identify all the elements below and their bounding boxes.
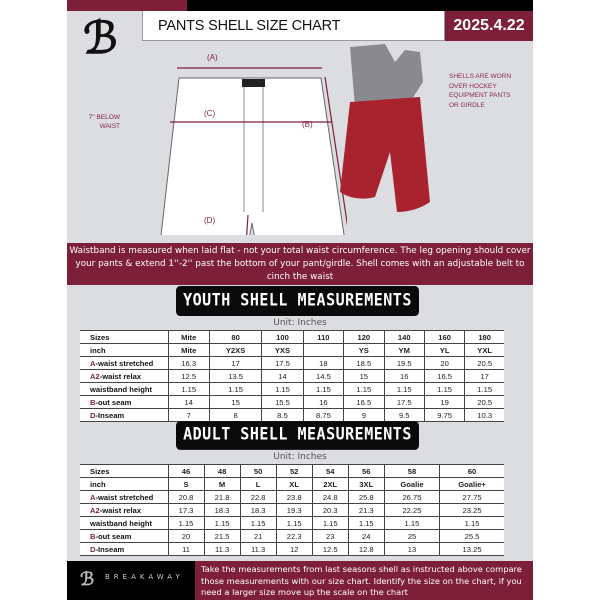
table-cell: 25.8: [348, 491, 384, 504]
table-cell: 56: [348, 465, 384, 478]
table-cell: 16.5: [344, 396, 384, 409]
measure-code: B: [90, 531, 96, 541]
row-label: waistband height: [80, 383, 168, 396]
table-cell: 50: [240, 465, 276, 478]
adult-size-table: [80, 464, 504, 556]
table-cell: 12: [276, 543, 312, 556]
label-a: (A): [207, 53, 218, 62]
table-cell: 7: [168, 409, 209, 422]
youth-size-table: [80, 330, 504, 422]
table-cell: 80: [209, 331, 261, 344]
measure-code: D: [90, 544, 96, 554]
table-cell: 1.15: [168, 517, 204, 530]
shorts-diagram: [107, 55, 347, 235]
table-cell: 16.5: [424, 370, 464, 383]
row-label: Sizes: [80, 331, 168, 344]
table-cell: 120: [344, 331, 384, 344]
table-cell: 13.25: [440, 543, 504, 556]
table-cell: 180: [465, 331, 504, 344]
table-cell: 1.15: [424, 383, 464, 396]
row-label: B-out seam: [80, 396, 168, 409]
table-cell: 21.8: [204, 491, 240, 504]
table-row: [80, 517, 504, 530]
label-b: (B): [302, 120, 313, 129]
row-label: A-waist stretched: [80, 357, 168, 370]
measure-code: D: [90, 410, 96, 420]
row-label: D-Inseam: [80, 409, 168, 422]
table-cell: 12.8: [348, 543, 384, 556]
table-cell: 48: [204, 465, 240, 478]
youth-section-title: YOUTH SHELL MEASUREMENTS: [176, 286, 419, 316]
shell-pants-photo: [335, 42, 450, 222]
table-cell: 23.25: [440, 504, 504, 517]
row-label: B-out seam: [80, 530, 168, 543]
below-waist-note: [87, 113, 120, 131]
adult-unit-label: Unit: Inches: [273, 452, 327, 462]
table-row: [80, 543, 504, 556]
table-row: [80, 344, 504, 357]
table-cell: 1.15: [384, 517, 439, 530]
table-cell: 12.5: [168, 370, 209, 383]
table-cell: 15: [344, 370, 384, 383]
top-black-bar: [187, 0, 533, 11]
table-cell: 9.75: [424, 409, 464, 422]
table-cell: YXL: [465, 344, 504, 357]
table-row: [80, 370, 504, 383]
table-cell: XL: [276, 478, 312, 491]
table-row: [80, 331, 504, 344]
table-cell: 140: [384, 331, 424, 344]
table-cell: 17.5: [384, 396, 424, 409]
table-cell: 16: [303, 396, 343, 409]
table-cell: 16: [384, 370, 424, 383]
footer-instructions: Take the measurements from last seasons shell as instructed above compare those measurements with our size chart. Identify the size on the chart, if you need a larger size move up the scale on the chart: [195, 561, 533, 600]
table-cell: 2XL: [312, 478, 348, 491]
top-accent-bar: [67, 0, 187, 11]
table-cell: 46: [168, 465, 204, 478]
adult-section-title: ADULT SHELL MEASUREMENTS: [176, 421, 419, 450]
measure-code: A: [90, 358, 96, 368]
table-cell: 14: [168, 396, 209, 409]
table-cell: 18: [303, 357, 343, 370]
table-cell: 14: [262, 370, 303, 383]
table-cell: 21.5: [204, 530, 240, 543]
table-cell: 110: [303, 331, 343, 344]
table-cell: 10.3: [465, 409, 504, 422]
table-cell: 1.15: [348, 517, 384, 530]
table-cell: Mite: [168, 344, 209, 357]
table-cell: 1.15: [240, 517, 276, 530]
table-cell: L: [240, 478, 276, 491]
table-cell: 20: [424, 357, 464, 370]
table-cell: 1.15: [303, 383, 343, 396]
table-cell: 13.5: [209, 370, 261, 383]
table-cell: Goalie+: [440, 478, 504, 491]
table-cell: 22.3: [276, 530, 312, 543]
table-cell: 14.5: [303, 370, 343, 383]
table-cell: YM: [384, 344, 424, 357]
row-label: A-waist stretched: [80, 491, 168, 504]
below-waist-line2: WAIST: [99, 123, 120, 130]
row-label: inch: [80, 344, 168, 357]
table-cell: 20.8: [168, 491, 204, 504]
table-row: [80, 491, 504, 504]
table-row: [80, 530, 504, 543]
table-cell: 22.25: [384, 504, 439, 517]
table-cell: 11.3: [204, 543, 240, 556]
table-row: [80, 478, 504, 491]
table-cell: 52: [276, 465, 312, 478]
measure-code: A2: [90, 505, 100, 515]
table-cell: YXS: [262, 344, 303, 357]
footer-logo: ℬ: [80, 569, 95, 590]
shell-note: SHELLS ARE WORN OVER HOCKEY EQUIPMENT PANTS OR GIRDLE: [449, 73, 512, 109]
table-cell: 24: [348, 530, 384, 543]
table-cell: YS: [344, 344, 384, 357]
table-cell: 18.5: [344, 357, 384, 370]
table-cell: 1.15: [384, 383, 424, 396]
table-cell: 20.5: [465, 357, 504, 370]
table-cell: 15: [209, 396, 261, 409]
measure-code: A2: [90, 371, 100, 381]
table-cell: 21: [240, 530, 276, 543]
table-row: [80, 357, 504, 370]
table-cell: 3XL: [348, 478, 384, 491]
below-waist-line1: 7'' BELOW: [88, 114, 120, 121]
table-row: [80, 409, 504, 422]
table-row: [80, 383, 504, 396]
table-cell: 22.8: [240, 491, 276, 504]
table-cell: 1.15: [204, 517, 240, 530]
table-cell: 9: [344, 409, 384, 422]
table-cell: 13: [384, 543, 439, 556]
table-cell: 8.75: [303, 409, 343, 422]
table-cell: 17: [209, 357, 261, 370]
row-label: inch: [80, 478, 168, 491]
table-cell: 25.5: [440, 530, 504, 543]
table-cell: 25: [384, 530, 439, 543]
table-cell: 16.3: [168, 357, 209, 370]
table-cell: 18.3: [204, 504, 240, 517]
table-cell: 15.5: [262, 396, 303, 409]
table-cell: 11.3: [240, 543, 276, 556]
belt-buckle: [242, 79, 265, 87]
row-label: waistband height: [80, 517, 168, 530]
table-cell: 11: [168, 543, 204, 556]
table-cell: 100: [262, 331, 303, 344]
brand-logo: ℬ: [83, 13, 118, 64]
table-cell: S: [168, 478, 204, 491]
table-cell: 24.8: [312, 491, 348, 504]
table-cell: 60: [440, 465, 504, 478]
size-chart-sheet: [67, 0, 533, 600]
table-cell: 20: [168, 530, 204, 543]
table-cell: 1.15: [440, 517, 504, 530]
table-cell: 1.15: [168, 383, 209, 396]
label-d: (D): [204, 216, 216, 225]
label-c: (C): [204, 109, 216, 118]
table-cell: 19.5: [384, 357, 424, 370]
table-cell: 1.15: [262, 383, 303, 396]
table-cell: 1.15: [312, 517, 348, 530]
table-cell: 1.15: [209, 383, 261, 396]
table-cell: 9.5: [384, 409, 424, 422]
table-cell: 20.3: [312, 504, 348, 517]
table-cell: 27.75: [440, 491, 504, 504]
table-cell: 17: [465, 370, 504, 383]
table-cell: 18.3: [240, 504, 276, 517]
measure-code: A: [90, 492, 96, 502]
measure-code: B: [90, 397, 96, 407]
table-cell: 1.15: [276, 517, 312, 530]
table-cell: 21.3: [348, 504, 384, 517]
youth-unit-label: Unit: Inches: [273, 318, 327, 328]
table-cell: 23.8: [276, 491, 312, 504]
table-cell: 1.15: [344, 383, 384, 396]
row-label: A2-waist relax: [80, 370, 168, 383]
footer-brand-name: BREAKAWAY: [105, 573, 184, 581]
table-cell: 8: [209, 409, 261, 422]
table-cell: 8.5: [262, 409, 303, 422]
row-label: A2-waist relax: [80, 504, 168, 517]
table-cell: 160: [424, 331, 464, 344]
table-cell: Mite: [168, 331, 209, 344]
table-cell: YL: [424, 344, 464, 357]
table-cell: Goalie: [384, 478, 439, 491]
table-cell: 54: [312, 465, 348, 478]
table-cell: 1.15: [465, 383, 504, 396]
date-badge: 2025.4.22: [445, 11, 533, 41]
table-row: [80, 504, 504, 517]
row-label: Sizes: [80, 465, 168, 478]
row-label: D-Inseam: [80, 543, 168, 556]
table-cell: 19: [424, 396, 464, 409]
table-cell: 12.5: [312, 543, 348, 556]
table-cell: 17.5: [262, 357, 303, 370]
page-title: PANTS SHELL SIZE CHART: [142, 11, 445, 41]
table-cell: 26.75: [384, 491, 439, 504]
table-cell: Y2XS: [209, 344, 261, 357]
table-cell: 23: [312, 530, 348, 543]
table-cell: 58: [384, 465, 439, 478]
table-cell: 17.3: [168, 504, 204, 517]
table-row: [80, 396, 504, 409]
table-cell: [303, 344, 343, 357]
table-cell: M: [204, 478, 240, 491]
table-cell: 19.3: [276, 504, 312, 517]
table-row: [80, 465, 504, 478]
table-cell: 20.5: [465, 396, 504, 409]
info-banner: Waistband is measured when laid flat - not your total waist circumference. The leg opening should cover your pants & extend 1''-2'' past the bottom of your pant/girdle. Shell comes with an adjustable belt to cinch the waist: [67, 243, 533, 285]
